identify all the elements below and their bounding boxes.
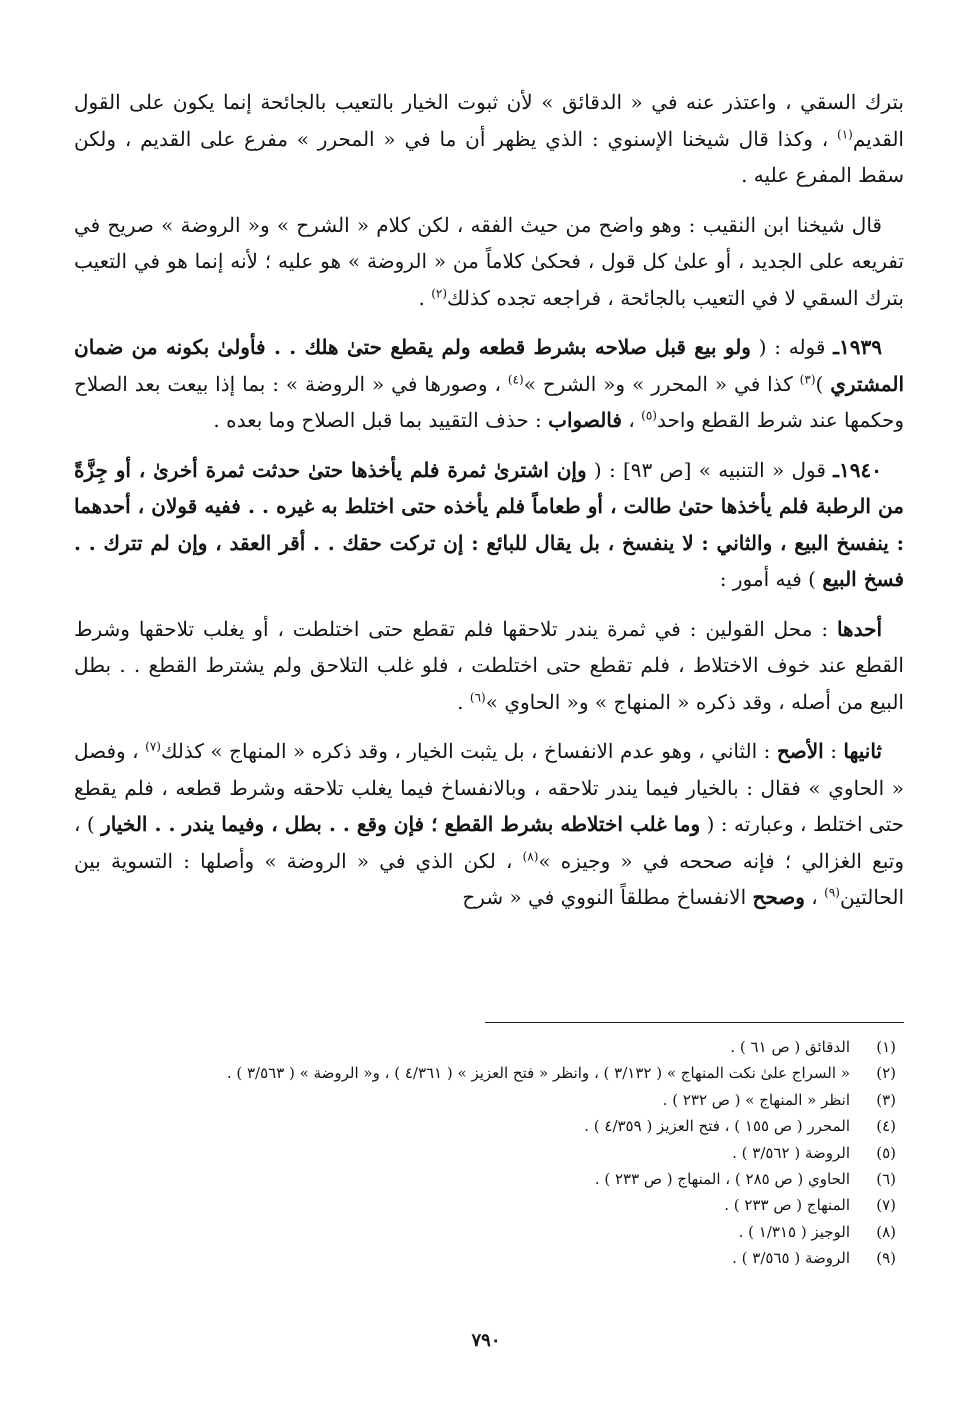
footnote <box>74 1034 896 1060</box>
text-run: ، لكن الذي في « الروضة » وأصلها : التسوية بين الحالتين <box>74 848 904 909</box>
text-run: . <box>457 689 470 714</box>
footnote-number: (٢) <box>876 1064 896 1083</box>
paragraph <box>74 329 904 439</box>
footnote-text: الروضة ( ٣/٥٦٥ ) . <box>732 1249 850 1268</box>
footnote-ref: (٨) <box>522 848 539 863</box>
footnote-number: (٦) <box>876 1170 896 1189</box>
text-run: . <box>418 285 432 310</box>
footnote <box>74 1245 896 1271</box>
footnote-number: (٨) <box>876 1222 896 1241</box>
footnote-text: الوجيز ( ١/٣١٥ ) . <box>738 1222 850 1241</box>
footnote-number: (٣) <box>876 1090 896 1109</box>
footnote-text: الدقائق ( ص ٦١ ) . <box>730 1038 850 1056</box>
footnote-ref: (٢) <box>431 285 448 300</box>
footnote-ref: (١) <box>837 126 853 141</box>
text-run: ، <box>804 885 825 909</box>
bold-text: ١٩٣٩ـ <box>833 335 882 359</box>
paragraph <box>74 84 904 194</box>
footnote-number: (٧) <box>876 1196 896 1215</box>
paragraph <box>74 207 904 317</box>
bold-text: ثانيها <box>843 739 882 763</box>
text-run: ) <box>815 371 831 396</box>
footnote-number: (١) <box>876 1038 896 1056</box>
footnote-ref: (٤) <box>507 371 524 386</box>
footnote-text: « السراج علىٰ نكت المنهاج » ( ٣/١٣٢ ) ، وانظر « فتح العزيز » ( ٤/٣٦١ ) ، و« الروضة » ( ٣/٥٦٣ ) . <box>226 1064 850 1083</box>
footnote-number: (٩) <box>876 1249 896 1268</box>
footnote-number: (٤) <box>876 1117 896 1136</box>
paragraph <box>74 452 904 598</box>
text-run: : محل القولين : في ثمرة يندر تلاحقها فلم تقطع حتى اختلطت ، أو يغلب تلاحقها وشرط القطع عند خوف الاختلاط ، فلم تقطع حتى اختلطت ، فلو غلب التلاحق ولم يشترط القطع . . بطل البيع من أصله ، وقد ذكره « المنهاج » و« الحاوي » <box>74 616 904 714</box>
footnote-ref: (٧) <box>145 739 161 754</box>
text-run: ، <box>621 408 642 432</box>
text-run: ، وكذا قال شيخنا الإسنوي : الذي يظهر أن ما في « المحرر » مفرع على القديم ، ولكن سقط المفرع عليه . <box>74 126 904 187</box>
paragraph <box>74 611 904 721</box>
text-run: كذا في « المحرر » و« الشرح » <box>523 371 800 396</box>
footnote <box>74 1113 896 1139</box>
footnote-divider <box>485 1022 904 1023</box>
bold-text: الأصح <box>776 739 824 763</box>
text-run: قوله : ( <box>750 335 834 359</box>
bold-text: ١٩٤٠ـ <box>833 457 882 482</box>
bold-text: وصحح <box>752 885 805 909</box>
footnote-ref: (٩) <box>824 885 840 900</box>
bold-text: فالصواب <box>548 408 622 432</box>
text-run: قول « التنبيه » [ص ٩٣] : ( <box>586 457 834 482</box>
bold-text: وإن اشترىٰ ثمرة فلم يأخذها حتىٰ حدثت ثمرة أخرىٰ ، أو جِزَّةً من الرطبة فلم يأخذها حتىٰ طالت ، أو طعاماً فلم يأخذه حتى اختلط به غيره . . ففيه قولان ، أحدهما : ينفسخ البيع ، والثاني : لا ينفسخ ، بل يقال للبائع : إن تركت حقك . . أقر العقد ، وإن لم تترك . . فسخ البيع <box>74 457 904 591</box>
bold-text: ولو بيع قبل صلاحه بشرط قطعه ولم يقطع حتىٰ هلك . . فأولىٰ بكونه من ضمان المشتري <box>74 335 904 396</box>
footnote-ref: (٦) <box>469 689 486 704</box>
footnote-text: الروضة ( ٣/٥٦٢ ) . <box>732 1143 850 1162</box>
text-run: ، وصورها في « الروضة » : بما إذا بيعت بعد الصلاح وحكمها عند شرط القطع واحد <box>74 371 904 432</box>
bold-text: أحدها <box>836 616 882 641</box>
text-run: قال شيخنا ابن النقيب : وهو واضح من حيث الفقه ، لكن كلام « الشرح » و« الروضة » صريح في تفريعه على الجديد ، أو علىٰ كل قول ، فحكىٰ كلاماً من « الروضة » هو عليه ؛ لأنه إنما هو في التعيب بترك السقي لا في التعيب بالجائحة ، فراجعه تجده كذلك <box>74 212 904 310</box>
text-run: : الثاني ، وهو عدم الانفساخ ، بل يثبت الخيار ، وقد ذكره « المنهاج » كذلك <box>160 739 777 763</box>
text-run: الانفساخ مطلقاً النووي في « شرح <box>462 885 753 909</box>
footnote-text: الحاوي ( ص ٢٨٥ ) ، المنهاج ( ص ٢٣٣ ) . <box>594 1170 850 1189</box>
footnote-text: المنهاج ( ص ٢٣٣ ) . <box>724 1196 850 1215</box>
footnote <box>74 1219 896 1245</box>
footnote <box>74 1060 896 1086</box>
page-number: ٧٩٠ <box>471 1330 501 1351</box>
footnote-number: (٥) <box>876 1143 896 1162</box>
footnote <box>74 1087 896 1113</box>
main-text <box>74 84 904 929</box>
text-run: : <box>823 739 844 763</box>
text-run: : حذف التقييد بما قبل الصلاح وما بعده . <box>213 408 549 432</box>
footnote-text: المحرر ( ص ١٥٥ ) ، فتح العزيز ( ٤/٣٥٩ ) . <box>584 1117 850 1136</box>
bold-text: وما غلب اختلاطه بشرط القطع ؛ فإن وقع . . بطل ، وفيما يندر . . الخيار <box>101 812 701 836</box>
footnote <box>74 1166 896 1192</box>
footnotes <box>74 1034 896 1272</box>
footnote <box>74 1140 896 1166</box>
footnote-ref: (٣) <box>799 371 816 386</box>
footnote-text: انظر « المنهاج » ( ص ٢٣٢ ) . <box>662 1090 850 1109</box>
text-run: ) ، وتبع الغزالي ؛ فإنه صححه في « وجيزه » <box>74 812 904 873</box>
paragraph <box>74 733 904 916</box>
text-run: ، وفصل « الحاوي » فقال : بالخيار فيما يندر تلاحقه ، وبالانفساخ فيما يغلب تلاحقه وشرط قطعه ، فلم يقطع حتى اختلط ، وعبارته : ( <box>74 739 904 836</box>
text-run: بترك السقي ، واعتذر عنه في « الدقائق » لأن ثبوت الخيار بالتعيب بالجائحة إنما يكون على القول القديم <box>74 90 904 151</box>
text-run: ) فيه أمور : <box>719 567 823 591</box>
footnote-ref: (٥) <box>641 408 657 423</box>
footnote <box>74 1192 896 1218</box>
